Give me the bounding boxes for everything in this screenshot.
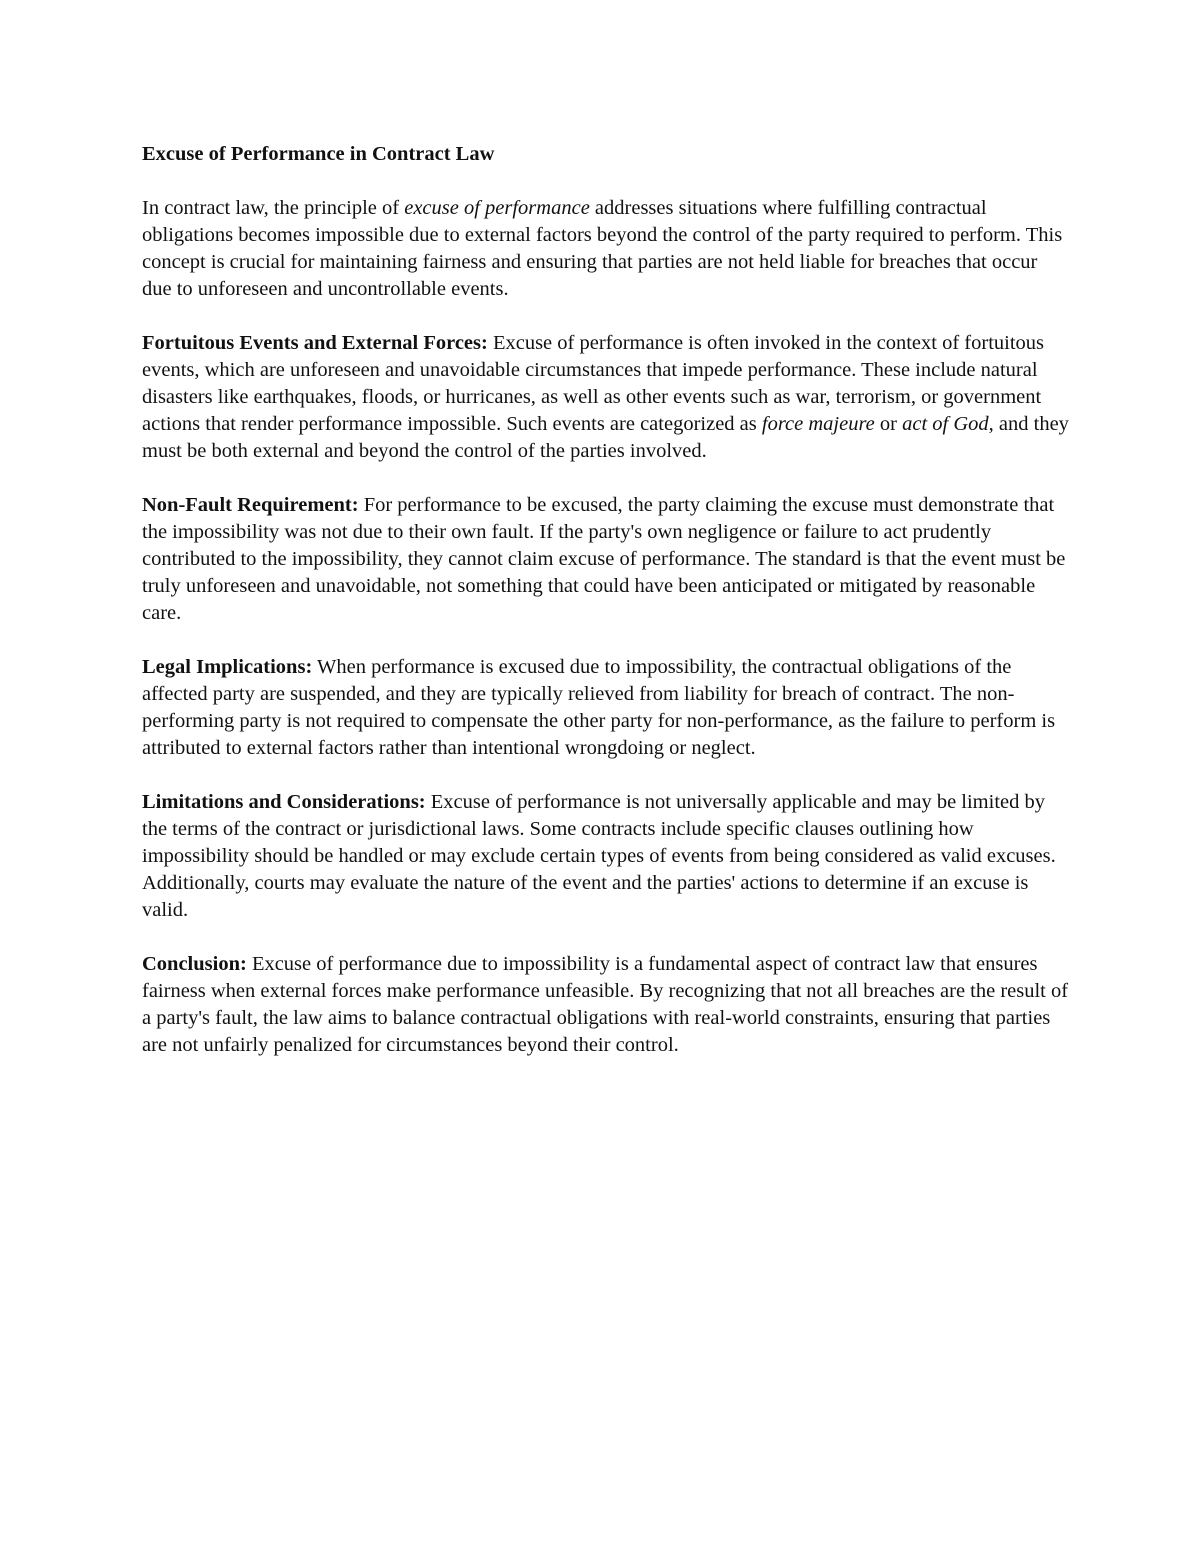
intro-italic-term: excuse of performance — [404, 197, 590, 219]
fortuitous-text-1: Excuse of performance is often invoked in the context of fortuitous events, which are unforeseen and unavoidable circumstances that impede performance. These include natural disasters like earthquakes, floods, or hurricanes, as well as other events such as war, terrorism, or government actions that render performance impossible. Such events are categorized as — [142, 332, 1045, 435]
force-majeure-term: force majeure — [761, 413, 875, 435]
non-fault-text: For performance to be excused, the party claiming the excuse must demonstrate that the impossibility was not due to their own fault. If the party's own negligence or failure to act prudently contributed to the impossibility, they cannot claim excuse of performance. The standard is that the event must be truly unforeseen and unavoidable, not something that could have been anticipated or mitigated by reasonable care. — [142, 494, 1066, 624]
limitations-paragraph — [142, 789, 1072, 924]
intro-text-before: In contract law, the principle of — [142, 197, 405, 219]
document-page — [142, 141, 1072, 1086]
non-fault-heading: Non-Fault Requirement: — [142, 494, 359, 516]
legal-implications-text: When performance is excused due to impossibility, the contractual obligations of the affected party are suspended, and they are typically relieved from liability for breach of contract. The non-performing party is not required to compensate the other party for non-performance, as the failure to perform is attributed to external factors rather than intentional wrongdoing or neglect. — [142, 656, 1056, 759]
legal-implications-paragraph — [142, 654, 1072, 762]
fortuitous-paragraph — [142, 330, 1072, 465]
legal-implications-heading: Legal Implications: — [142, 656, 313, 678]
conclusion-paragraph — [142, 951, 1072, 1059]
limitations-heading: Limitations and Considerations: — [142, 791, 426, 813]
fortuitous-heading: Fortuitous Events and External Forces: — [142, 332, 488, 354]
intro-paragraph — [142, 195, 1072, 303]
fortuitous-text-3: , and they must be both external and beyond the control of the parties involved. — [142, 413, 1069, 462]
limitations-text: Excuse of performance is not universally applicable and may be limited by the terms of the contract or jurisdictional laws. Some contracts include specific clauses outlining how impossibility should be handled or may exclude certain types of events from being considered as valid excuses. Additionally, courts may evaluate the nature of the event and the parties' actions to determine if an excuse is valid. — [142, 791, 1056, 921]
conclusion-text: Excuse of performance due to impossibility is a fundamental aspect of contract law that ensures fairness when external forces make performance unfeasible. By recognizing that not all breaches are the result of a party's fault, the law aims to balance contractual obligations with real-world constraints, ensuring that parties are not unfairly penalized for circumstances beyond their control. — [142, 953, 1069, 1056]
document-title: Excuse of Performance in Contract Law — [142, 143, 495, 165]
act-of-god-term: act of God — [902, 413, 989, 435]
non-fault-paragraph — [142, 492, 1072, 627]
fortuitous-text-2: or — [874, 413, 903, 435]
conclusion-heading: Conclusion: — [142, 953, 247, 975]
intro-text-after: addresses situations where fulfilling contractual obligations becomes impossible due to external factors beyond the control of the party required to perform. This concept is crucial for maintaining fairness and ensuring that parties are not held liable for breaches that occur due to unforeseen and uncontrollable events. — [142, 197, 1063, 300]
